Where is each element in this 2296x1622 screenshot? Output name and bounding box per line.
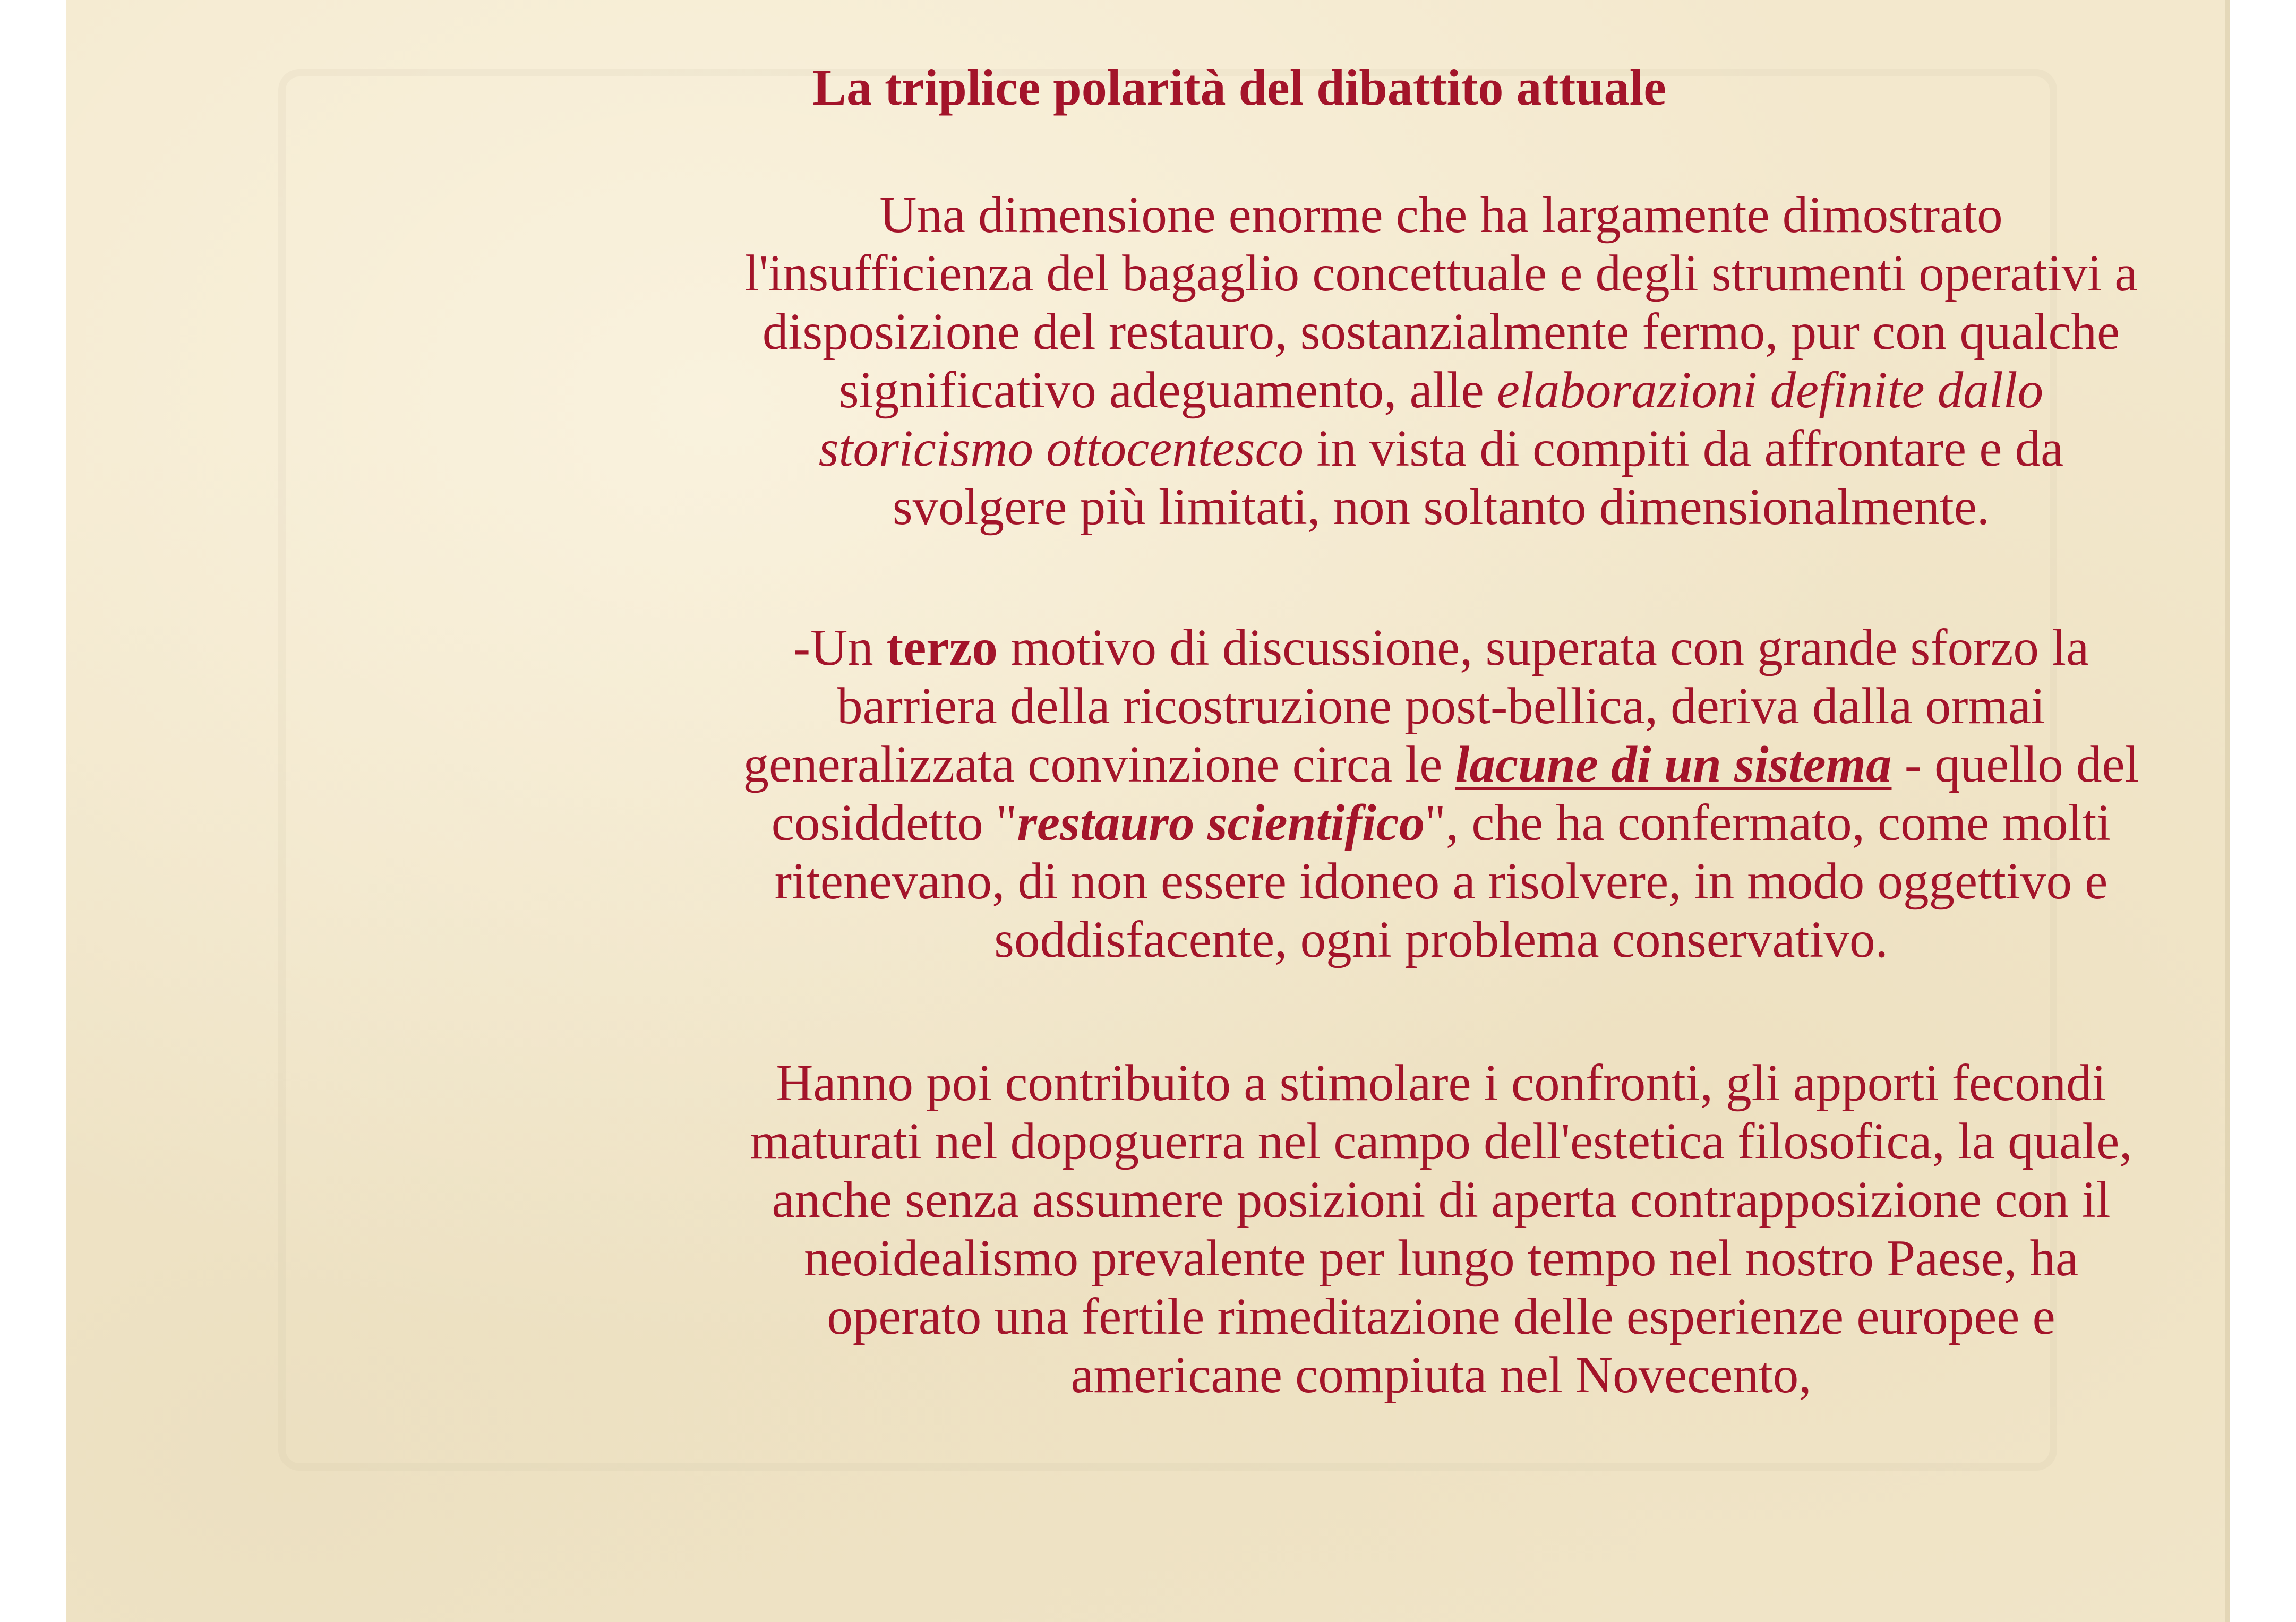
text-line: disposizione del restauro, sostanzialmente fermo, pur con qualche	[762, 303, 2120, 360]
text-line: Hanno poi contribuito a stimolare i confronti, gli apporti fecondi	[776, 1054, 2106, 1111]
text-line	[554, 619, 2296, 677]
underlined-key-phrase: lacune di un sistema	[1455, 736, 1892, 793]
text-line: Una dimensione enorme che ha largamente dimostrato	[879, 186, 2003, 243]
paragraph-estetica	[554, 1054, 2296, 1404]
text-run: - quello del	[1891, 736, 2139, 793]
text-line: americane compiuta nel Novecento,	[1070, 1346, 1812, 1403]
text-line	[554, 361, 2296, 419]
text-run: motivo di discussione, superata con grande sforzo la	[997, 619, 2089, 676]
paragraph-terzo-motivo	[554, 619, 2296, 969]
text-run: cosiddetto "	[771, 794, 1017, 851]
text-line: operato una fertile rimeditazione delle esperienze europee e	[827, 1288, 2055, 1345]
bold-word: terzo	[886, 619, 998, 676]
italic-phrase: elaborazioni definite dallo	[1496, 362, 2044, 418]
text-run: significativo adeguamento, alle	[838, 362, 1497, 418]
text-line	[554, 735, 2296, 794]
text-line: neoidealismo prevalente per lungo tempo nel nostro Paese, ha	[803, 1230, 2079, 1286]
italic-phrase: storicismo ottocentesco	[818, 420, 1304, 477]
bold-italic-phrase: restauro scientifico	[1017, 794, 1425, 851]
text-run: in vista di compiti da affrontare e da	[1304, 420, 2064, 477]
text-line: barriera della ricostruzione post-bellica, deriva dalla ormai	[837, 677, 2045, 734]
text-line	[554, 419, 2296, 478]
text-line: l'insufficienza del bagaglio concettuale e degli strumenti operativi a	[744, 245, 2138, 302]
text-line: soddisfacente, ogni problema conservativo.	[994, 911, 1888, 968]
slide-page	[66, 0, 2230, 1622]
text-line	[554, 794, 2296, 852]
text-run: -Un	[793, 619, 886, 676]
text-run: ", che ha confermato, come molti	[1425, 794, 2111, 851]
text-line: svolgere più limitati, non soltanto dimensionalmente.	[892, 478, 1990, 535]
text-line: ritenevano, di non essere idoneo a risolvere, in modo oggettivo e	[774, 853, 2108, 909]
text-line: maturati nel dopoguerra nel campo dell'estetica filosofica, la quale,	[750, 1113, 2132, 1170]
paragraph-dimensione	[554, 186, 2296, 536]
slide-title: La triplice polarità del dibattito attuale	[812, 59, 1666, 116]
text-run: generalizzata convinzione circa le	[743, 736, 1455, 793]
text-line: anche senza assumere posizioni di aperta contrapposizione con il	[772, 1171, 2111, 1228]
